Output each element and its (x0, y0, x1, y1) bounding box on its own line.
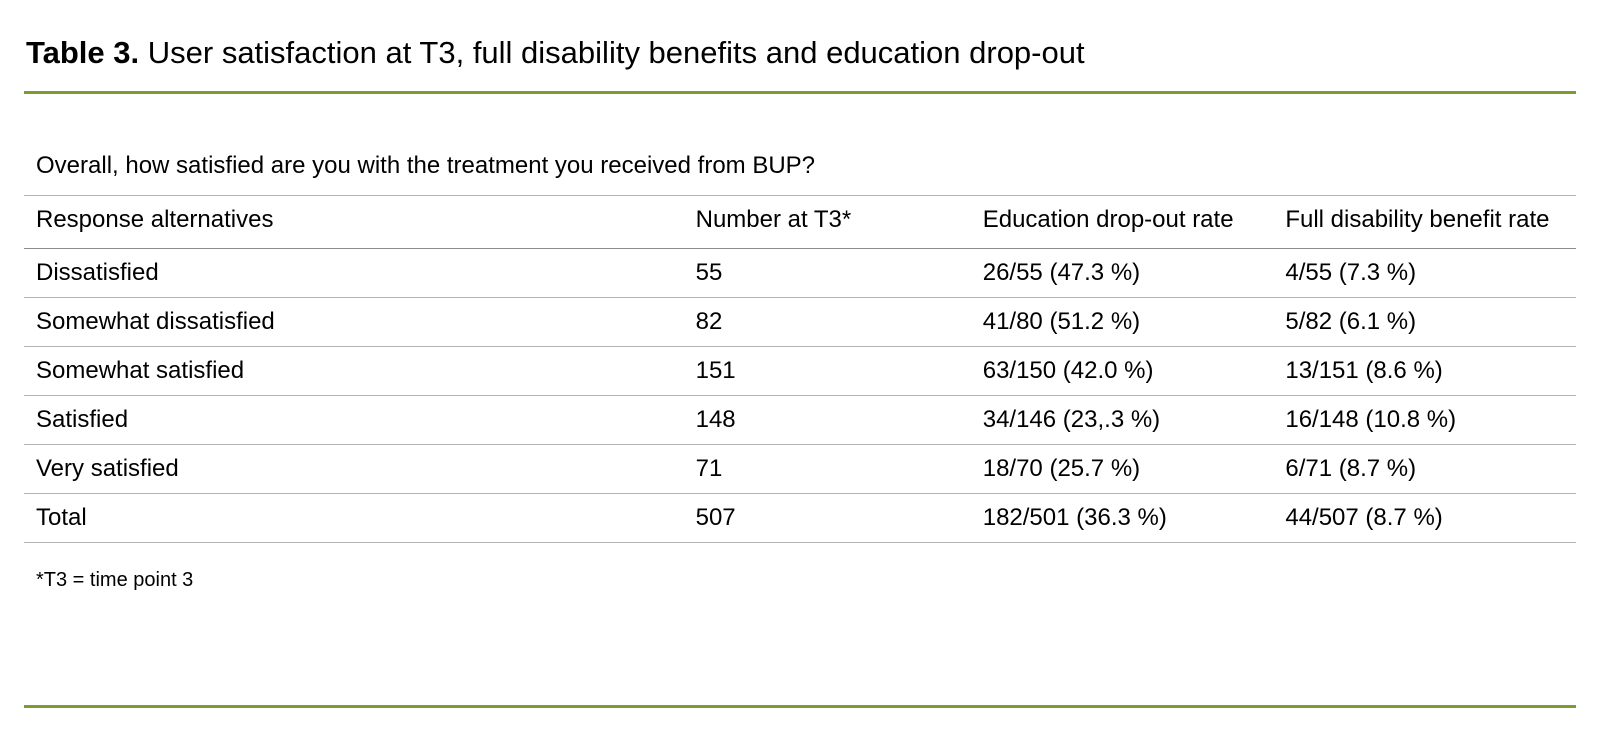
cell-response: Somewhat satisfied (24, 347, 684, 396)
page-title (24, 0, 1576, 73)
cell-dropout: 34/146 (23,.3 %) (971, 396, 1274, 445)
cell-dropout: 41/80 (51.2 %) (971, 298, 1274, 347)
cell-number: 82 (684, 298, 971, 347)
cell-number: 71 (684, 445, 971, 494)
column-header-number: Number at T3* (684, 196, 971, 249)
table-header (24, 196, 1576, 249)
satisfaction-table (24, 195, 1576, 542)
table-row (24, 347, 1576, 396)
cell-number: 507 (684, 494, 971, 543)
caption-label: Table 3. (26, 35, 140, 70)
table-row-total (24, 494, 1576, 543)
cell-dropout: 26/55 (47.3 %) (982, 259, 1141, 287)
table-row (24, 445, 1576, 494)
cell-dropout: 18/70 (25.7 %) (971, 445, 1274, 494)
column-header-response: Response alternatives (24, 196, 684, 249)
bottom-divider (24, 705, 1576, 708)
column-header-dropout: Education drop-out rate (971, 196, 1274, 249)
cell-benefit: 4/55 (7.3 %) (1285, 259, 1417, 287)
cell-benefit: 44/507 (8.7 %) (1273, 494, 1576, 543)
cell-dropout: 63/150 (42.0 %) (971, 347, 1274, 396)
cell-benefit: 6/71 (8.7 %) (1273, 445, 1576, 494)
table-row (24, 249, 1576, 298)
cell-benefit: 5/82 (6.1 %) (1273, 298, 1576, 347)
cell-response: Satisfied (24, 396, 684, 445)
footnote: *T3 = time point 3 (36, 569, 194, 592)
cell-benefit: 13/151 (8.6 %) (1273, 347, 1576, 396)
table-header-row (24, 196, 1576, 249)
cell-response: Very satisfied (24, 445, 684, 494)
cell-number: 151 (684, 347, 971, 396)
cell-response: Total (24, 494, 684, 543)
question-text: Overall, how satisfied are you with the treatment you received from BUP? (36, 151, 816, 179)
cell-number: 55 (695, 259, 723, 287)
cell-response: Dissatisfied (36, 259, 159, 287)
table-bottom-divider (24, 542, 1576, 543)
cell-dropout: 182/501 (36.3 %) (971, 494, 1274, 543)
cell-response: Somewhat dissatisfied (24, 298, 684, 347)
table-body (24, 249, 1576, 543)
caption-text: User satisfaction at T3, full disability benefits and education drop-out (139, 35, 1085, 70)
cell-number: 148 (684, 396, 971, 445)
cell-benefit: 16/148 (10.8 %) (1273, 396, 1576, 445)
table-row (24, 396, 1576, 445)
column-header-benefit: Full disability benefit rate (1273, 196, 1576, 249)
caption-divider (24, 91, 1576, 94)
table-row (24, 298, 1576, 347)
